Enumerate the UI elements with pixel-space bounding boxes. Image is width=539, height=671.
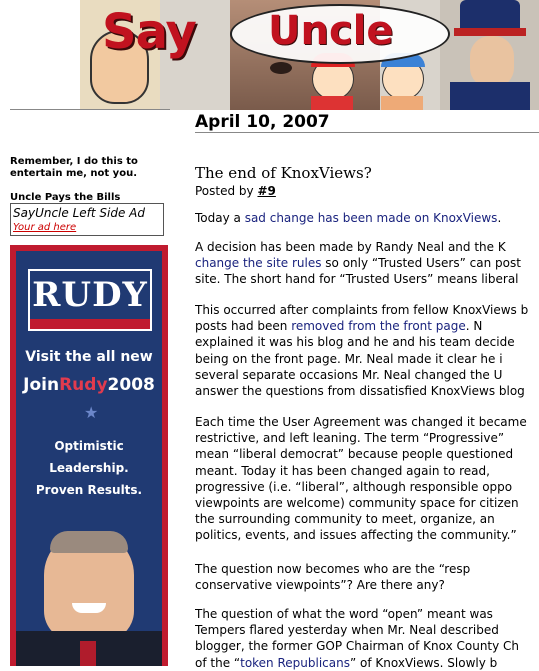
post-paragraph-2: A decision has been made by Randy Neal and the K change the site rules so only “Trusted Users” can post site. The short hand for “Trusted Users” means liberal bbox=[195, 240, 521, 287]
cartoon-kid-blue-hat bbox=[382, 58, 424, 100]
sidebar-ads-heading: Uncle Pays the Bills bbox=[10, 192, 121, 203]
rudy-logo: RUDY bbox=[28, 269, 152, 331]
sidebar-divider bbox=[10, 109, 170, 110]
candidate-portrait bbox=[44, 531, 134, 641]
token-republicans-link[interactable]: token Republicans bbox=[240, 655, 350, 670]
post-title[interactable]: The end of KnoxViews? bbox=[195, 164, 372, 182]
rudy-visit-text: Visit the all new bbox=[25, 349, 153, 365]
post-paragraph-4: Each time the User Agreement was changed it became restrictive, and left leaning. The term “Progressive” mean “liberal democrat” because people questioned meant. Today it has been changed again to read, progressive (i.e. “liberal”, although responsible oppo viewpoints are welcome) community space for citizen the surrounding community to meet, organize, an politics, events, and issues affecting the community.” bbox=[195, 415, 527, 543]
sidebar-tagline: Remember, I do this to entertain me, not you. bbox=[10, 156, 138, 179]
post-byline: Posted by #9 bbox=[195, 184, 276, 198]
post-date: April 10, 2007 bbox=[195, 112, 330, 132]
sidebar-ad-box bbox=[10, 203, 164, 236]
post-paragraph-5: The question now becomes who are the “resp conservative viewpoints”? Are there any? bbox=[195, 562, 471, 593]
post-paragraph-6: The question of what the word “open” meant was Tempers flared yesterday when Mr. Neal described blogger, the former GOP Chairman of Knox County Ch of the “token Republicans” of KnoxViews. Slowly b bbox=[195, 607, 520, 670]
post-paragraph-3: This occurred after complaints from fellow KnoxViews b posts had been removed from the front page. N explained it was his blog and he and his team decide being on the front page. Mr. Neal made it clear he i several separate occasions Mr. Neal changed the U answer the questions from dissatisfied KnoxViews blog bbox=[195, 303, 529, 399]
site-banner[interactable] bbox=[80, 0, 539, 110]
rudy-banner-ad[interactable] bbox=[10, 245, 168, 666]
rudy-join-text: JoinRudy2008 bbox=[23, 375, 155, 395]
logo-say: Say bbox=[102, 4, 196, 60]
removed-front-page-link[interactable]: removed from the front page bbox=[291, 319, 466, 334]
sad-change-link[interactable]: sad change has been made on KnoxViews bbox=[244, 211, 498, 225]
cartoon-kid-red-hat bbox=[312, 58, 354, 100]
author-link[interactable]: #9 bbox=[257, 184, 276, 198]
change-site-rules-link[interactable]: change the site rules bbox=[195, 256, 322, 271]
uncle-sam-illustration bbox=[440, 0, 539, 110]
star-icon: ★ bbox=[84, 403, 99, 422]
post-paragraph-1: Today a sad change has been made on KnoxViews. bbox=[195, 211, 502, 225]
sidebar-ad-title: SayUncle Left Side Ad bbox=[13, 206, 145, 220]
rudy-slogan: Optimistic Leadership. Proven Results. bbox=[35, 439, 143, 497]
date-divider bbox=[195, 132, 539, 133]
logo-uncle: Uncle bbox=[268, 8, 394, 54]
your-ad-here-link[interactable]: Your ad here bbox=[13, 222, 77, 233]
